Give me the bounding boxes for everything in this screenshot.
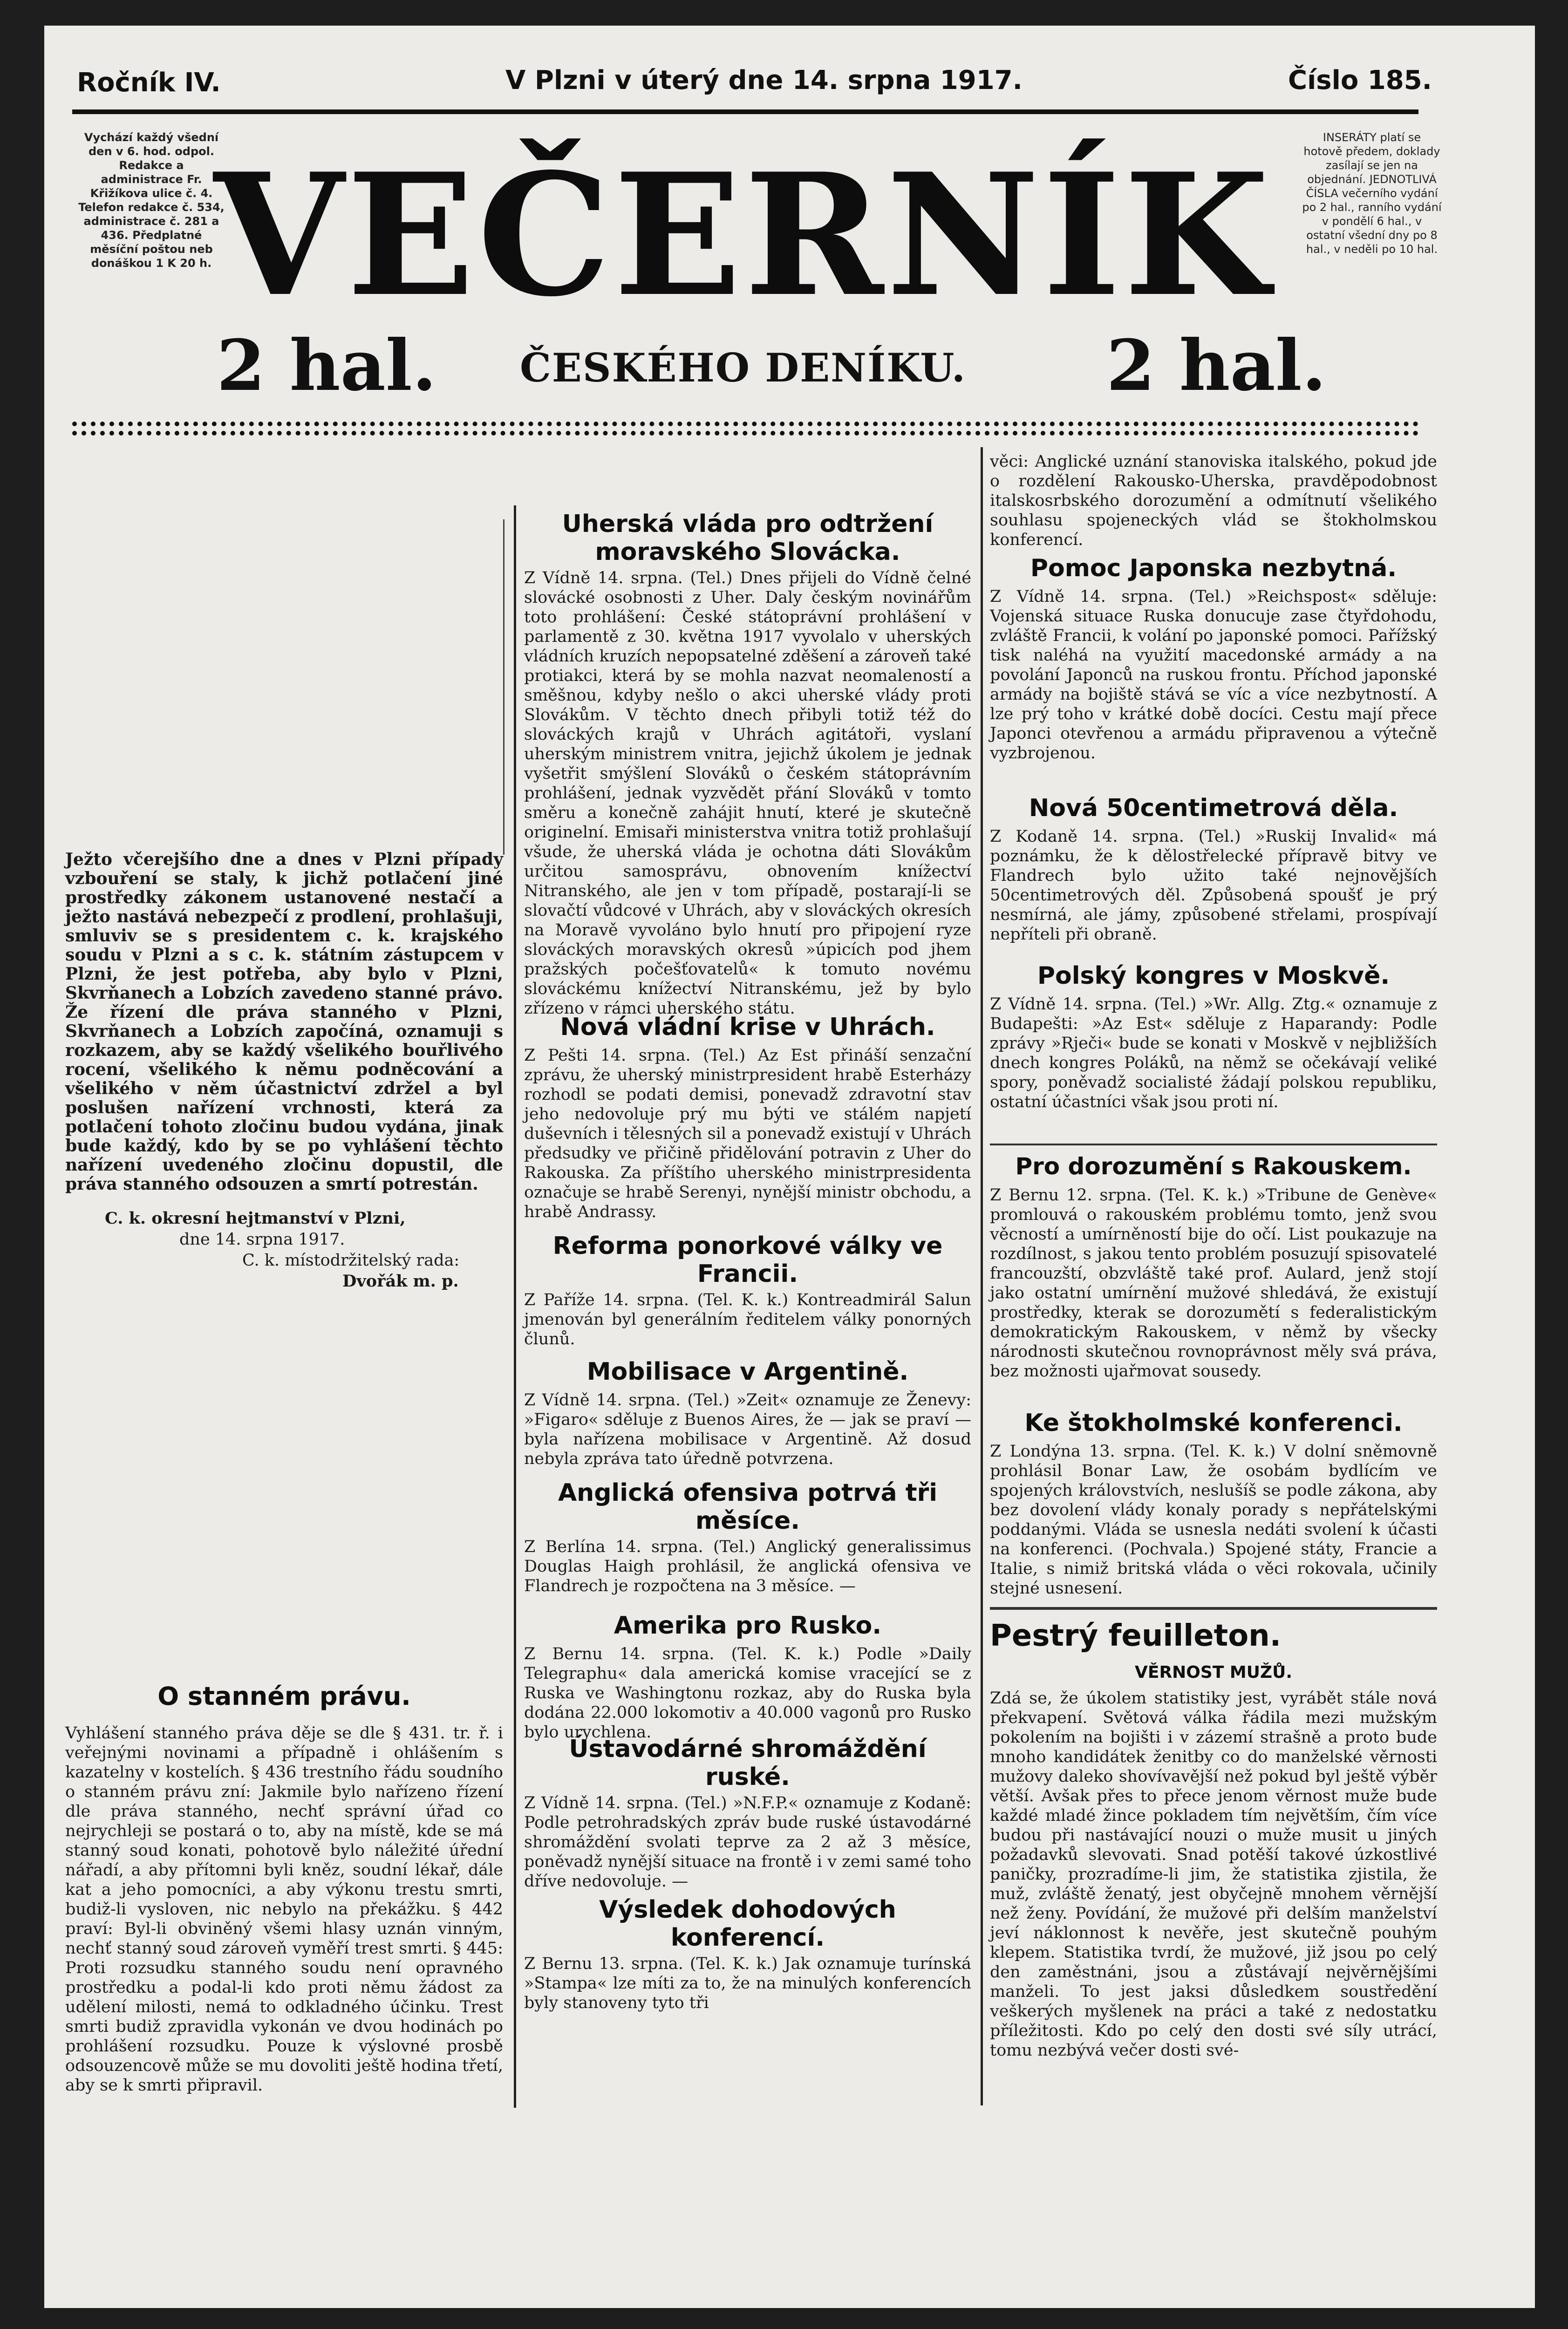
advertising-info-box: INSERÁTY platí se hotově předem, doklady zasílají se jen na objednání. JEDNOTLIVÁ ČÍSLA večerního vydání po 2 hal., ranního vydání v pondělí 6 hal., v ostatní všední dny po 8 hal., v neděli po 10 hal. <box>1302 131 1442 256</box>
headline-nova-dela: Nová 50centimetrová děla. <box>1029 794 1398 822</box>
article-dorozumeni: Z Bernu 12. srpna. (Tel. K. k.) »Tribune de Genève« promlouvá o rakouském problému tomto, jenž svou věcností a umírněností bije do očí. List poukazuje na rozdílnost, s jakou tento problém posuzují spisovatelé francouzští, obzvláště také prof. Aulard, jenž stojí jako ostatní umírnění mužové shledává, že existují prostředky, kterak se dorozumětí s federalistickým demokratickým Rakouskem, v němž by všecky národnosti skutečnou rovnoprávnost měly svá práva, bez možnosti ujařmovat sousedy. <box>990 1186 1437 1381</box>
article-pomoc-japonska: Z Vídně 14. srpna. (Tel.) »Reichspost« sděluje: Vojenská situace Ruska donucuje zase čtyřdohodu, zvláště Francii, k volání po japonské pomoci. Pařížský tisk naléhá na využití macedonské armády a na povolání Japonců na ruskou frontu. Příchod japonské armády na bojiště stává se víc a více nezbytností. A lze prý toho v krátké době docíci. Cestu mají přece Japonci otevřenou a armádu připravenou a výtečně vyzbrojenou. <box>990 587 1437 763</box>
article-anglicka-ofensiva: Z Berlína 14. srpna. (Tel.) Anglický generalissimus Douglas Haigh prohlásil, že anglická ofensiva ve Flandrech je rozpočtena na 3 měsíce. — <box>524 1538 971 1595</box>
article-continuation: věci: Anglické uznání stanoviska italského, pokud jde o rozdělení Rakousko-Uherska, pravděpodobnost italskosrbského dorozumění a odmítnutí všelikého souhlasu spojeneckých vlád se štokholmskou konferencí. <box>990 452 1437 549</box>
article-ponorkova-valka: Z Paříže 14. srpna. (Tel. K. k.) Kontreadmirál Salun jmenován byl generálním ředitelem války ponorných člunů. <box>524 1291 971 1348</box>
article-polsky-kongres: Z Vídně 14. srpna. (Tel.) »Wr. Allg. Ztg.« oznamuje z Budapešti: »Az Est« sděluje z Haparandy: Podle zprávy »Rječi« bude se konati v Moskvě v nejbližších dnech kongres Poláků, na němž se očekávají veliké spory, poněvadž socialisté žádají polskou republiku, ostatní účastníci však jsou proti ní. <box>990 995 1437 1111</box>
column-rule-2 <box>981 447 983 2105</box>
proclamation-office: C. k. okresní hejtmanství v Plzni, <box>105 1209 406 1228</box>
issue-number: Číslo 185. <box>1288 65 1432 95</box>
column-rule-1 <box>514 505 516 2108</box>
article-vladni-krise: Z Pešti 14. srpna. (Tel.) Az Est přináší senzační zprávu, že uherský ministrpresident hrabě Esterházy rozhodl se podati demisi, ponevadž zdravotní stav jeho nedovoluje prý mu býti ve stálém napjetí duševních i tělesných sil a ponevadž existují v Uhrách předsudky ve přičině přidělování potravin z Uher do Rakouska. Za příštího uherského ministrpresidenta označuje se hrabě Serenyi, nynější ministr obchodu, a hrabě Andrassy. <box>524 1046 971 1221</box>
headline-feuilleton: Pestrý feuilleton. <box>990 1619 1282 1653</box>
martial-law-proclamation: Ježto včerejšího dne a dnes v Plzni případy vzbouření se staly, k jichž potlačení jiné prostředky zákonem ustanovené nestačí a ježto nastává nebezpečí z prodlení, prohlašuji, smluviv se s presidentem c. k. krajského soudu v Plzni a s c. k. státním zástupcem v Plzni, že jest potřeba, aby bylo v Plzni, Skvrňanech a Lobzích zavedeno stanné právo. Že řízení dle práva stanného v Plzni, Skvrňanech a Lobzích započíná, oznamuji s rozkazem, aby se každý všelikého bouřlivého rocení, všelikého k němu podněcování a všelikého v něm účastnictví zdržel a byl poslušen nařízení vrchnosti, která za potlačení tohoto zločinu budou vydána, jinak bude každý, kdo by se po vyhlášení těchto nařízení uvedeného zločinu dopustil, dle práva stanného odsouzen a smrtí potrestán. <box>65 850 503 1194</box>
publication-info-box: Vychází každý všední den v 6. hod. odpol. Redakce a administrace Fr. Křižíkova ulice č. 4. Telefon redakce č. 534, administrace č. 281 a 436. Předplatné měsíční poštou neb donáškou 1 K 20 h. <box>78 131 225 270</box>
newspaper-title: VEČERNÍK <box>213 136 1273 334</box>
masthead-top-rule <box>72 109 1418 114</box>
headline-dohodove-konference: Výsledek dohodových konferencí. <box>599 1896 896 1952</box>
article-ustavodarne: Z Vídně 14. srpna. (Tel.) »N.F.P.« oznamuje z Kodaně: Podle petrohradských zpráv bude ruské ústavodárné shromáždění svolati teprve za 2 až 3 měsíce, poněvadž nynější situace na frontě i v zemi samé toho dříve nedovoluje. — <box>524 1794 971 1891</box>
headline-vladni-krise: Nová vládní krise v Uhrách. <box>560 1013 935 1041</box>
headline-polsky-kongres: Polský kongres v Moskvě. <box>1037 962 1390 990</box>
headline-ustavodarne: Ústavodárné shromáždění ruské. <box>569 1735 927 1791</box>
article-amerika-rusko: Z Bernu 14. srpna. (Tel. K. k.) Podle »Daily Telegraphu« dala americká komise vracející se z Ruska ve Washingtonu rozkaz, aby do Ruska byla dodána 22.000 lokomotiv a 40.000 vagonů pro Rusko bylo urychlena. <box>524 1645 971 1742</box>
masthead-dotted-rule-2 <box>72 431 1418 436</box>
column-3-rule-2 <box>990 1607 1437 1610</box>
article-mobilisace: Z Vídně 14. srpna. (Tel.) »Zeit« oznamuje ze Ženevy: »Figaro« sděluje z Buenos Aires, že — jak se praví — byla nařízena mobilisace v Argentině. Až dosud nebyla zpráva tato úředně potvrzena. <box>524 1391 971 1468</box>
headline-amerika-rusko: Amerika pro Rusko. <box>614 1612 882 1640</box>
headline-anglicka-ofensiva: Anglická ofensiva potrvá tři měsíce. <box>558 1479 938 1535</box>
headline-uherska-vlada: Uherská vláda pro odtržení moravského Slovácka. <box>562 510 934 566</box>
proclamation-signature: Dvořák m. p. <box>342 1272 459 1291</box>
vertical-marker <box>503 519 504 855</box>
proclamation-rank: C. k. místodržitelský rada: <box>242 1251 460 1270</box>
feuilleton-subtitle: VĚRNOST MUŽŮ. <box>1135 1663 1292 1682</box>
article-stokholmska-konference: Z Londýna 13. srpna. (Tel. K. k.) V dolní sněmovně prohlásil Bonar Law, že osobám bydlícím ve spojených královstvích, neslušíš se podle zákona, aby bez dovolení vlády konaly porady s nepřátelskými poddanými. Vláda se usnesla nedáti svolení k účasti na konferenci. (Pochvala.) Spojené státy, Francie a Italie, s nimiž britská vláda o věci rokovala, učinily stejné usnesení. <box>990 1442 1437 1598</box>
article-dohodove-konference: Z Bernu 13. srpna. (Tel. K. k.) Jak oznamuje turínská »Stampa« lze míti za to, že na minulých konferencích byly stanoveny tyto tři <box>524 1954 971 2012</box>
dateline: V Plzni v úterý dne 14. srpna 1917. <box>505 65 1023 95</box>
article-uherska-vlada: Z Vídně 14. srpna. (Tel.) Dnes přijeli do Vídně čelné slovácké osobnosti z Uher. Daly českým novinářům toto prohlášení: České státoprávní prohlášení v parlamentě z 30. května 1917 vyvolalo v uherských vládních kruzích nepopsatelné zděšení a zároveň také protiakci, která by se mohla nazvat neomaleností a směšnou, kdyby nešlo o akci uherské vlády proti Slovákům. V těchto dnech přibyli totiž též do slováckých krajů v Uhrách agitátoři, vyslaní uherským ministrem vnitra, jejichž úkolem je jednak vyšetřit smýšlení Slováků o českém státoprávním prohlášení, jednak vyzvědět přání Slováků v tomto směru a konečně zahájit hnutí, které je skutečně originelní. Emisaři ministerstva vnitra totiž prohlašují všude, že uherská vláda je ochotna dáti Slovákům určitou samosprávu, obnovením knížectví Nitranského, ale jen v tom případě, postarají-li se slovačtí vůdcové v Uhrách, aby v slováckých okresích na Moravě vyvoláno bylo hnutí pro připojení ryze slováckých moravských okresů »úpicích pod jhem pražských počešťovatelů« k tomuto novému slováckému knížectví Nitranskému, jež by bylo zřízeno v rámci uherského státu. <box>524 569 971 1018</box>
masthead-dotted-rule <box>72 422 1418 426</box>
headline-stanne-pravo: O stanném právu. <box>157 1682 411 1711</box>
article-stanne-pravo: Vyhlášení stanného práva děje se dle § 431. tr. ř. i veřejnými novinami a případně i ohlášením s kazatelny v kostelích. § 436 trestního řádu soudního o stanném právu zní: Jakmile bylo nařízeno řízení dle práva stanného, nechť správní úřad co nejrychleji se postará o to, aby na místě, kde se má stanný soud konati, pohotově bylo náležité úřední nářadí, a aby přítomni byli kněz, soudní lékař, dále kat a jeho pomocníci, a aby výkonu trestu smrti, budiž-li vysloven, nic nebylo na překážku. § 442 praví: Byl-li obviněný všemi hlasy uznán vinným, nechť stanný soud zároveň vyměří trest smrti. § 445: Proti rozsudku stanného soudu není opravného prostředku a podal-li kdo proti němu žádost za udělení milosti, nemá to odkladného účinku. Trest smrti budiž zpravidla vykonán ve dvou hodinách po prohlášení rozsudku. Pouze k výslovné prosbě odsouzencově může se mu dovoliti ještě hodina třetí, aby se k smrti připravil. <box>65 1724 503 2095</box>
proclamation-date: dne 14. srpna 1917. <box>179 1230 345 1249</box>
column-3-rule-1 <box>990 1144 1437 1145</box>
headline-mobilisace: Mobilisace v Argentině. <box>586 1358 909 1386</box>
headline-dorozumeni: Pro dorozumění s Rakouskem. <box>1015 1153 1412 1180</box>
newspaper-page <box>44 26 1535 2308</box>
headline-pomoc-japonska: Pomoc Japonska nezbytná. <box>1030 554 1397 582</box>
headline-stokholmska-konference: Ke štokholmské konferenci. <box>1024 1409 1403 1437</box>
headline-ponorkova-valka: Reforma ponorkové války ve Francii. <box>552 1232 943 1288</box>
price-right: 2 hal. <box>1106 325 1327 407</box>
newspaper-subtitle: ČESKÉHO DENÍKU. <box>519 345 967 391</box>
price-left: 2 hal. <box>217 325 437 407</box>
article-nova-dela: Z Kodaně 14. srpna. (Tel.) »Ruskij Invalid« má poznámku, že k dělostřelecké přípravě bitvy ve Flandrech bylo užito také nejnovějších 50centimetrových děl. Způsobená spoušť je prý nesmírná, ale jámy, způsobené střelami, prospívají nepříteli při obraně. <box>990 827 1437 944</box>
volume-label: Ročník IV. <box>77 68 221 98</box>
article-feuilleton: Zdá se, že úkolem statistiky jest, vyrábět stále nová překvapení. Světová válka řádila mezi mužským pokolením na bojišti i v zázemí strašně a proto bude mnoho kandidátek ženitby co do manželské věrnosti mužovy daleko shovívavější než pokud byl ještě výběr větší. Avšak přes to přece jenom věrnost muže bude každé mladé žince pokladem tím největším, čím více budou při nastávající nouzi o muže musit u jiných požadavků slevovati. Snad potěší takové úzkostlivé paničky, prozradíme-li jim, že statistika zjistila, že muž, zvláště ženatý, jest obyčejně mnohem věrnější než ženy. Povídání, že mužové při delším manželství jeví náklonnost k nevěře, jest skutečně pouhým klepem. Statistika tvrdí, že mužové, již jsou po celý den zaměstnáni, jsou a zůstávají nejvěrnějšími manželi. To jest jaksi důsledkem soustředění veškerých myšlenek na práci a také z nedostatku příležitosti. Kdo po celý den dosti své síly utrácí, tomu nezbývá večer dosti své- <box>990 1689 1437 2060</box>
